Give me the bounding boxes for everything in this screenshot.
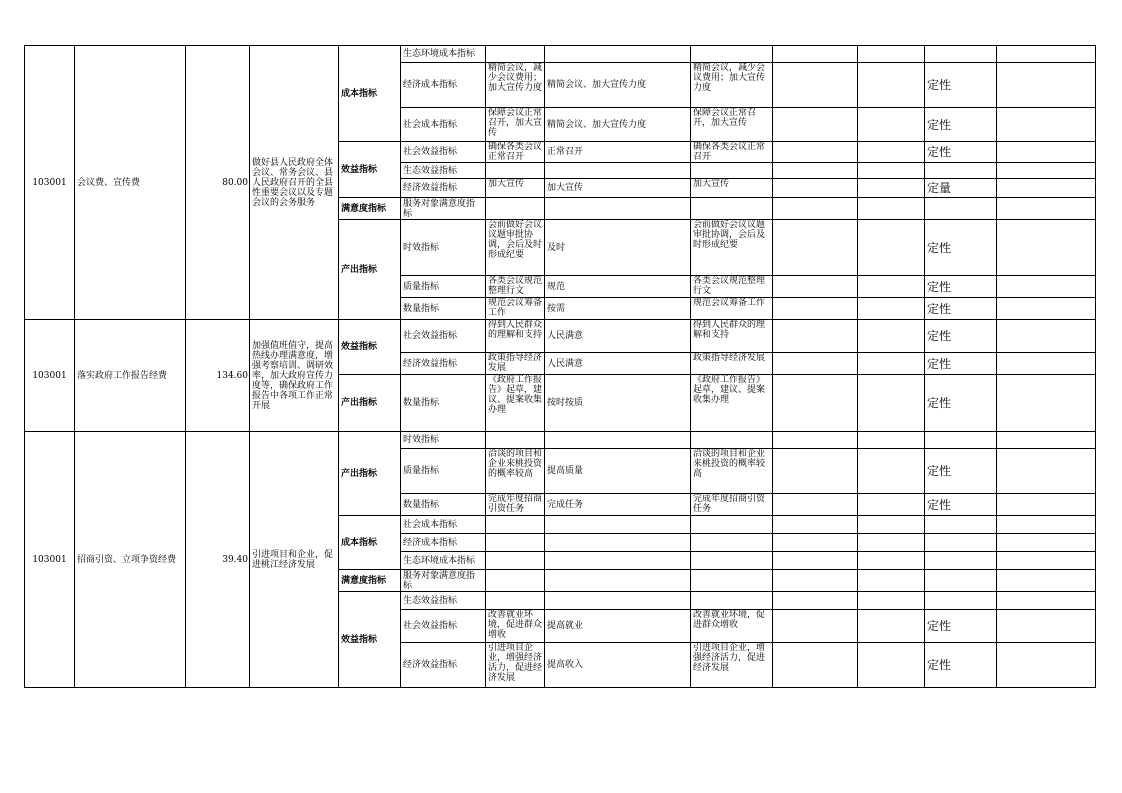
- indicator-content: 《政府工作报告》起草，建议、提案收集办理: [486, 375, 545, 432]
- indicator-content: [486, 46, 545, 63]
- indicator-name: 数量指标: [401, 375, 486, 432]
- performance-indicator-table: [24, 45, 1096, 688]
- blank-cell: [997, 570, 1096, 592]
- blank-cell: [773, 534, 858, 552]
- indicator-category: 成本指标: [339, 516, 401, 570]
- blank-cell: [858, 643, 925, 688]
- indicator-nature: [925, 163, 997, 179]
- indicator-nature: 定性: [925, 108, 997, 142]
- blank-cell: [858, 449, 925, 494]
- indicator-value: [545, 163, 691, 179]
- indicator-nature: [925, 432, 997, 449]
- indicator-value: 规范: [545, 276, 691, 298]
- indicator-target: [691, 198, 773, 220]
- indicator-value: 完成任务: [545, 494, 691, 516]
- indicator-target: 精简会议，减少会议费用；加大宣传力度: [691, 63, 773, 108]
- indicator-target: [691, 516, 773, 534]
- indicator-category: 产出指标: [339, 220, 401, 320]
- project-name: 会议费、宣传费: [75, 46, 186, 320]
- indicator-name: 经济成本指标: [401, 63, 486, 108]
- blank-cell: [997, 353, 1096, 375]
- indicator-target: 完成年度招商引资任务: [691, 494, 773, 516]
- blank-cell: [773, 276, 858, 298]
- indicator-target: 得到人民群众的理解和支持: [691, 320, 773, 353]
- blank-cell: [773, 163, 858, 179]
- indicator-value: 提高就业: [545, 610, 691, 643]
- indicator-category: 产出指标: [339, 375, 401, 432]
- blank-cell: [773, 198, 858, 220]
- indicator-target: 洽谈的项目和企业来桃投资的概率较高: [691, 449, 773, 494]
- indicator-category: 满意度指标: [339, 570, 401, 592]
- indicator-category: 产出指标: [339, 432, 401, 516]
- indicator-category: 效益指标: [339, 142, 401, 198]
- blank-cell: [773, 570, 858, 592]
- indicator-content: 得到人民群众的理解和支持: [486, 320, 545, 353]
- indicator-nature: [925, 198, 997, 220]
- blank-cell: [773, 142, 858, 163]
- blank-cell: [997, 320, 1096, 353]
- blank-cell: [997, 552, 1096, 570]
- blank-cell: [858, 494, 925, 516]
- indicator-value: [545, 432, 691, 449]
- blank-cell: [773, 179, 858, 198]
- blank-cell: [858, 108, 925, 142]
- indicator-name: 服务对象满意度指标: [401, 198, 486, 220]
- indicator-name: 时效指标: [401, 220, 486, 276]
- indicator-category: 效益指标: [339, 592, 401, 688]
- blank-cell: [773, 610, 858, 643]
- indicator-nature: 定性: [925, 375, 997, 432]
- project-amount: 39.40: [186, 432, 250, 688]
- blank-cell: [858, 179, 925, 198]
- indicator-nature: 定性: [925, 142, 997, 163]
- indicator-value: 加大宣传: [545, 179, 691, 198]
- blank-cell: [858, 570, 925, 592]
- indicator-content: [486, 570, 545, 592]
- indicator-nature: 定性: [925, 494, 997, 516]
- indicator-content: 加大宣传: [486, 179, 545, 198]
- blank-cell: [858, 592, 925, 610]
- indicator-value: 按时按质: [545, 375, 691, 432]
- indicator-name: 经济效益指标: [401, 643, 486, 688]
- blank-cell: [773, 592, 858, 610]
- blank-cell: [997, 276, 1096, 298]
- indicator-value: 提高收入: [545, 643, 691, 688]
- indicator-name: 服务对象满意度指标: [401, 570, 486, 592]
- indicator-nature: 定性: [925, 353, 997, 375]
- indicator-name: 数量指标: [401, 298, 486, 320]
- blank-cell: [773, 432, 858, 449]
- blank-cell: [997, 142, 1096, 163]
- indicator-nature: 定性: [925, 643, 997, 688]
- indicator-content: [486, 432, 545, 449]
- indicator-value: [545, 592, 691, 610]
- blank-cell: [997, 610, 1096, 643]
- indicator-value: 人民满意: [545, 353, 691, 375]
- indicator-nature: [925, 552, 997, 570]
- indicator-target: 保障会议正常召开，加大宣传: [691, 108, 773, 142]
- blank-cell: [997, 46, 1096, 63]
- blank-cell: [858, 46, 925, 63]
- blank-cell: [858, 320, 925, 353]
- indicator-category: 成本指标: [339, 46, 401, 142]
- indicator-content: [486, 592, 545, 610]
- indicator-name: 社会成本指标: [401, 516, 486, 534]
- indicator-target: 加大宣传: [691, 179, 773, 198]
- indicator-content: 会前做好会议议题审批协调，会后及时形成纪要: [486, 220, 545, 276]
- indicator-value: 人民满意: [545, 320, 691, 353]
- indicator-nature: 定性: [925, 320, 997, 353]
- indicator-value: 提高质量: [545, 449, 691, 494]
- blank-cell: [773, 298, 858, 320]
- project-code: 103001: [25, 46, 75, 320]
- indicator-target: [691, 534, 773, 552]
- indicator-name: 经济成本指标: [401, 534, 486, 552]
- indicator-category: 满意度指标: [339, 198, 401, 220]
- indicator-content: 精简会议，减少会议费用；加大宣传力度: [486, 63, 545, 108]
- blank-cell: [773, 220, 858, 276]
- indicator-value: 正常召开: [545, 142, 691, 163]
- blank-cell: [997, 298, 1096, 320]
- blank-cell: [997, 179, 1096, 198]
- blank-cell: [773, 449, 858, 494]
- blank-cell: [997, 449, 1096, 494]
- indicator-target: 引进项目企业，增强经济活力，促进经济发展: [691, 643, 773, 688]
- blank-cell: [858, 534, 925, 552]
- indicator-nature: [925, 570, 997, 592]
- project-goal: 引进项目和企业，促进桃江经济发展: [250, 432, 339, 688]
- blank-cell: [997, 592, 1096, 610]
- indicator-content: 洽谈的项目和企业来桃投资的概率较高: [486, 449, 545, 494]
- indicator-target: [691, 570, 773, 592]
- indicator-name: 社会效益指标: [401, 610, 486, 643]
- indicator-target: [691, 432, 773, 449]
- blank-cell: [773, 494, 858, 516]
- project-amount: 134.60: [186, 320, 250, 432]
- table-row: [25, 320, 1096, 353]
- indicator-target: 改善就业环境，促进群众增收: [691, 610, 773, 643]
- indicator-nature: 定性: [925, 220, 997, 276]
- indicator-value: [545, 570, 691, 592]
- indicator-name: 生态环境成本指标: [401, 552, 486, 570]
- indicator-name: 经济效益指标: [401, 353, 486, 375]
- indicator-content: [486, 516, 545, 534]
- indicator-content: [486, 163, 545, 179]
- blank-cell: [997, 494, 1096, 516]
- blank-cell: [773, 46, 858, 63]
- indicator-content: 各类会议规范整理行文: [486, 276, 545, 298]
- indicator-category: 效益指标: [339, 320, 401, 375]
- indicator-nature: [925, 46, 997, 63]
- blank-cell: [997, 534, 1096, 552]
- indicator-name: 生态效益指标: [401, 592, 486, 610]
- indicator-value: [545, 198, 691, 220]
- indicator-target: 《政府工作报告》起草，建议、提案收集办理: [691, 375, 773, 432]
- indicator-target: 各类会议规范整理行文: [691, 276, 773, 298]
- indicator-content: [486, 198, 545, 220]
- blank-cell: [773, 353, 858, 375]
- indicator-content: 确保各类会议正常召开: [486, 142, 545, 163]
- blank-cell: [858, 276, 925, 298]
- blank-cell: [773, 375, 858, 432]
- indicator-name: 社会成本指标: [401, 108, 486, 142]
- indicator-name: 时效指标: [401, 432, 486, 449]
- blank-cell: [773, 320, 858, 353]
- blank-cell: [858, 610, 925, 643]
- blank-cell: [997, 375, 1096, 432]
- indicator-content: 引进项目企业，增强经济活力，促进经济发展: [486, 643, 545, 688]
- blank-cell: [773, 516, 858, 534]
- indicator-name: 质量指标: [401, 276, 486, 298]
- indicator-nature: 定性: [925, 449, 997, 494]
- indicator-target: 会前做好会议议题审批协调，会后及时形成纪要: [691, 220, 773, 276]
- blank-cell: [858, 63, 925, 108]
- indicator-content: 完成年度招商引资任务: [486, 494, 545, 516]
- project-code: 103001: [25, 320, 75, 432]
- project-amount: 80.00: [186, 46, 250, 320]
- table-row: [25, 46, 1096, 63]
- indicator-name: 生态效益指标: [401, 163, 486, 179]
- blank-cell: [858, 163, 925, 179]
- indicator-name: 经济效益指标: [401, 179, 486, 198]
- blank-cell: [858, 353, 925, 375]
- project-goal: 做好县人民政府全体会议、常务会议、县人民政府召开的全县性重要会议以及专题会议的会务服务: [250, 46, 339, 320]
- indicator-content: [486, 552, 545, 570]
- indicator-nature: 定性: [925, 610, 997, 643]
- blank-cell: [773, 552, 858, 570]
- indicator-value: [545, 516, 691, 534]
- indicator-name: 生态环境成本指标: [401, 46, 486, 63]
- indicator-nature: 定性: [925, 63, 997, 108]
- blank-cell: [858, 198, 925, 220]
- blank-cell: [858, 552, 925, 570]
- blank-cell: [997, 108, 1096, 142]
- indicator-nature: 定性: [925, 298, 997, 320]
- table-body: [25, 46, 1096, 688]
- indicator-value: [545, 552, 691, 570]
- blank-cell: [858, 220, 925, 276]
- indicator-target: 规范会议筹备工作: [691, 298, 773, 320]
- blank-cell: [997, 432, 1096, 449]
- blank-cell: [997, 643, 1096, 688]
- indicator-value: 精简会议、加大宣传力度: [545, 63, 691, 108]
- indicator-name: 质量指标: [401, 449, 486, 494]
- indicator-target: [691, 163, 773, 179]
- indicator-name: 社会效益指标: [401, 142, 486, 163]
- project-code: 103001: [25, 432, 75, 688]
- indicator-target: 确保各类会议正常召开: [691, 142, 773, 163]
- blank-cell: [773, 63, 858, 108]
- blank-cell: [858, 298, 925, 320]
- blank-cell: [997, 220, 1096, 276]
- blank-cell: [858, 432, 925, 449]
- indicator-value: [545, 534, 691, 552]
- indicator-name: 数量指标: [401, 494, 486, 516]
- indicator-content: 政策指导经济发展: [486, 353, 545, 375]
- indicator-value: 按需: [545, 298, 691, 320]
- indicator-value: [545, 46, 691, 63]
- project-name: 招商引资、立项争资经费: [75, 432, 186, 688]
- indicator-nature: [925, 516, 997, 534]
- indicator-target: [691, 46, 773, 63]
- indicator-nature: 定量: [925, 179, 997, 198]
- indicator-content: 规范会议筹备工作: [486, 298, 545, 320]
- indicator-content: 保障会议正常召开，加大宣传: [486, 108, 545, 142]
- blank-cell: [997, 163, 1096, 179]
- blank-cell: [773, 108, 858, 142]
- blank-cell: [997, 516, 1096, 534]
- indicator-nature: 定性: [925, 276, 997, 298]
- table-row: [25, 432, 1096, 449]
- indicator-value: 精简会议、加大宣传力度: [545, 108, 691, 142]
- blank-cell: [858, 142, 925, 163]
- indicator-content: [486, 534, 545, 552]
- blank-cell: [858, 516, 925, 534]
- indicator-name: 社会效益指标: [401, 320, 486, 353]
- indicator-target: 政策指导经济发展: [691, 353, 773, 375]
- project-goal: 加强值班值守，提高热线办理满意度，增强考察培训、调研效率，加大政府宣传力度等，确保政府工作报告中各项工作正常开展: [250, 320, 339, 432]
- project-name: 落实政府工作报告经费: [75, 320, 186, 432]
- indicator-value: 及时: [545, 220, 691, 276]
- blank-cell: [773, 643, 858, 688]
- indicator-nature: [925, 592, 997, 610]
- blank-cell: [997, 63, 1096, 108]
- indicator-nature: [925, 534, 997, 552]
- indicator-content: 改善就业环境，促进群众增收: [486, 610, 545, 643]
- indicator-target: [691, 552, 773, 570]
- indicator-target: [691, 592, 773, 610]
- blank-cell: [997, 198, 1096, 220]
- blank-cell: [858, 375, 925, 432]
